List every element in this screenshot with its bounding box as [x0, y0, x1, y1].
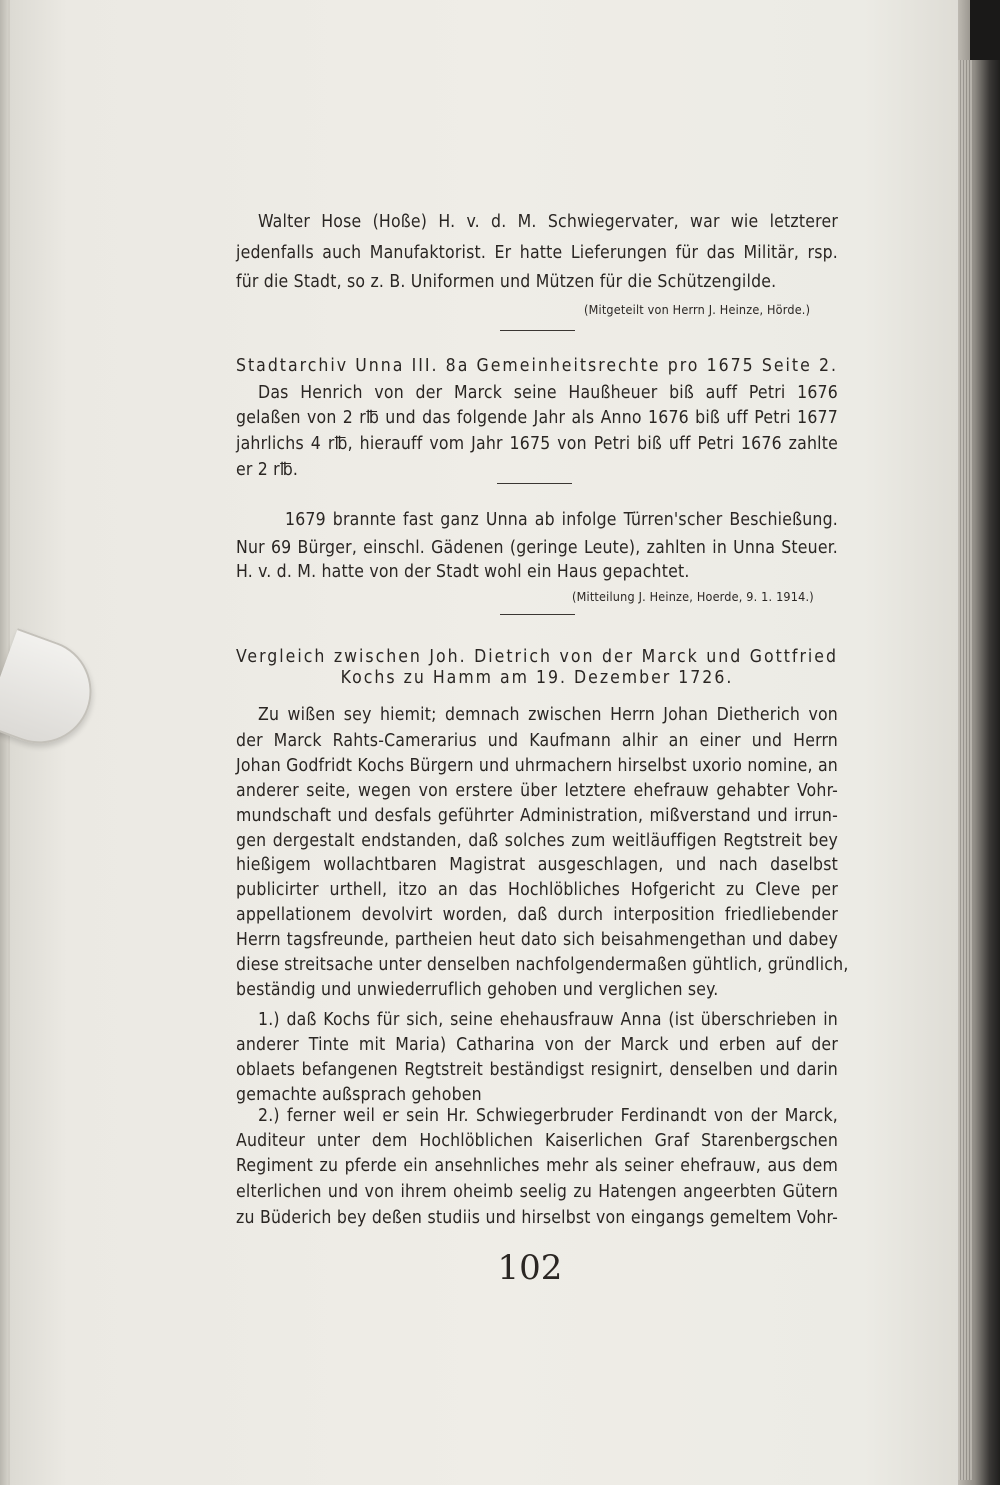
section4-line-4: anderer seite, wegen von erstere über letztere ehefrauw gehabter Vohr-	[236, 781, 838, 801]
section1-line-3: für die Stadt, so z. B. Uniformen und Mützen für die Schützengilde.	[236, 272, 777, 292]
section4-line-14: anderer Tinte mit Maria) Catharina von der Marck und erben auf der	[236, 1035, 838, 1055]
section4-line-16: gemachte außsprach gehoben	[236, 1085, 482, 1105]
section4-line-10: Herrn tagsfreunde, partheien heut dato sich beisahmengethan und dabey	[236, 930, 838, 950]
section4-line-11: diese streitsache unter denselben nachfolgendermaßen gühtlich, gründlich,	[236, 955, 849, 975]
section4-line-2: der Marck Rahts-Camerarius und Kaufmann alhir an einer und Herrn	[236, 731, 838, 751]
section4-heading-line-1: Vergleich zwischen Joh. Dietrich von der Marck und Gottfried	[236, 647, 838, 667]
section1-source: (Mitgeteilt von Herrn J. Heinze, Hörde.)	[584, 302, 811, 317]
section3-line-1: 1679 brannte fast ganz Unna ab infolge Türren'scher Beschießung.	[285, 510, 838, 530]
section1-line-2: jedenfalls auch Manufaktorist. Er hatte Lieferungen für das Militär, rsp.	[236, 243, 838, 263]
section2-line-1: Das Henrich von der Marck seine Haußheuer biß auff Petri 1676	[258, 383, 838, 403]
section2-line-2: gelaßen von 2 r℔ und das folgende Jahr als Anno 1676 biß uff Petri 1677	[236, 408, 838, 428]
section4-line-15: oblaets befangenen Regtstreit beständigst resignirt, denselben und darin	[236, 1060, 838, 1080]
section4-line-9: appellationem devolvirt worden, daß durch interposition friedliebender	[236, 905, 838, 925]
section4-line-12: beständig und unwiederruflich gehoben und verglichen sey.	[236, 980, 719, 1000]
section2-line-3: jahrlichs 4 r℔, hierauff vom Jahr 1675 von Petri biß uff Petri 1676 zahlte	[236, 434, 838, 454]
section4-line-18: Auditeur unter dem Hochlöblichen Kaiserlichen Graf Starenbergschen	[236, 1131, 838, 1151]
section4-line-6: gen dergestalt endstanden, daß solches zum weitläuffigen Regtstreit bey	[236, 831, 838, 851]
section3-line-3: H. v. d. M. hatte von der Stadt wohl ein Haus gepachtet.	[236, 562, 690, 582]
section4-line-19: Regiment zu pferde ein ansehnliches mehr als seiner ehefrauw, aus dem	[236, 1156, 838, 1176]
section4-line-1: Zu wißen sey hiemit; demnach zwischen Herrn Johan Dietherich von	[258, 705, 838, 725]
section4-line-20: elterlichen und von ihrem oheimb seelig zu Hatengen angeerbten Gütern	[236, 1182, 838, 1202]
section-divider-2	[497, 483, 572, 484]
section4-line-5: mundschaft und desfals geführter Administration, mißverstand und irrun-	[236, 806, 838, 826]
section4-line-17: 2.) ferner weil er sein Hr. Schwiegerbruder Ferdinandt von der Marck,	[258, 1106, 838, 1126]
section2-heading: Stadtarchiv Unna III. 8a Gemeinheitsrechte pro 1675 Seite 2.	[236, 356, 838, 376]
section4-line-8: publicirter urthell, itzo an das Hochlöbliches Hofgericht zu Cleve per	[236, 880, 838, 900]
section2-line-4: er 2 r℔.	[236, 460, 299, 480]
section3-line-2: Nur 69 Bürger, einschl. Gädenen (geringe Leute), zahlten in Unna Steuer.	[236, 538, 838, 558]
section4-line-7: hießigem wollachtbaren Magistrat ausgeschlagen, und nach daselbst	[236, 855, 838, 875]
book-cover-corner	[970, 0, 1000, 60]
section4-line-21: zu Büderich bey deßen studiis und hirselbst von eingangs gemeltem Vohr-	[236, 1208, 838, 1228]
section-divider-3	[500, 614, 575, 615]
section4-line-3: Johan Godfridt Kochs Bürgern und uhrmachern hirselbst uxorio nomine, an	[236, 756, 838, 776]
section-divider-1	[500, 330, 575, 331]
section4-heading-line-2: Kochs zu Hamm am 19. Dezember 1726.	[340, 668, 734, 688]
section3-source: (Mitteilung J. Heinze, Hoerde, 9. 1. 1914.)	[572, 589, 814, 604]
page-number: 102	[497, 1248, 563, 1288]
section1-line-1: Walter Hose (Hoße) H. v. d. M. Schwiegervater, war wie letzterer	[258, 212, 838, 232]
section4-line-13: 1.) daß Kochs für sich, seine ehehausfrauw Anna (ist überschrieben in	[258, 1010, 838, 1030]
